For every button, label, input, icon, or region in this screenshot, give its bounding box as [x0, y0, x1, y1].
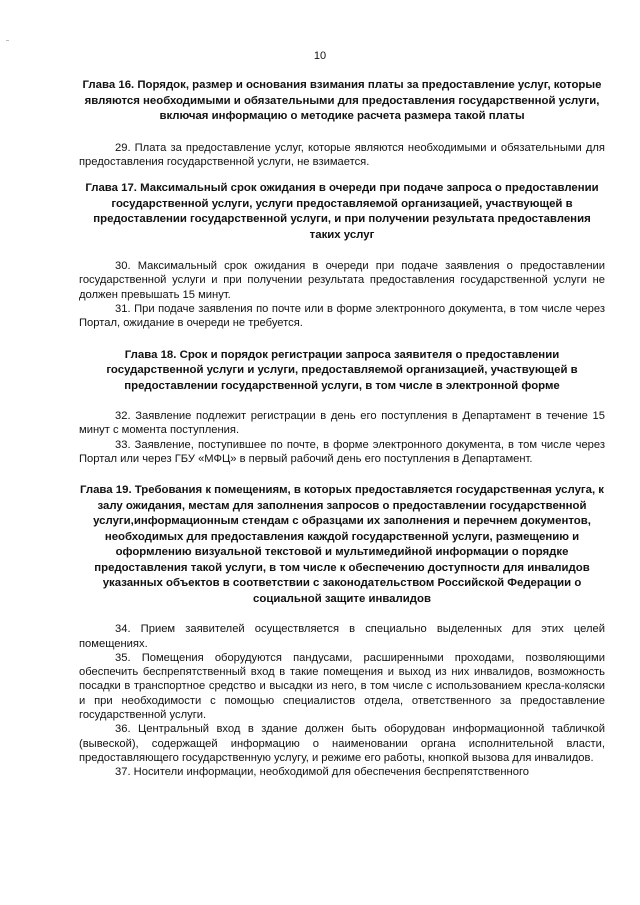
page-number: 10 [313, 50, 327, 62]
paragraph-32: 32. Заявление подлежит регистрации в день его поступления в Департамент в течение 15 минут с момента поступления. [79, 410, 605, 437]
chapter-16-heading: Глава 16. Порядок, размер и основания взимания платы за предоставление услуг, которые являются необходимыми и обязательными для предоставления государственной услуги, включая информацию о методике расчета размера такой платы [82, 79, 602, 122]
chapter-19-heading: Глава 19. Требования к помещениям, в которых предоставляется государственная услуга, к залу ожидания, местам для заполнения запросов о предоставлении государственной услуги,информационным стендам с образцами их заполнения и перечнем документов, необходимых для предоставления каждой государственной услуги, размещению и оформлению визуальной текстовой и мультимедийной информации о порядке предоставления такой услуги, в том числе к обеспечению доступности для инвалидов указанных объектов в соответствии с законодательством Российской Федерации о социальной защите инвалидов [79, 484, 605, 605]
page-content [79, 78, 605, 780]
paragraph-34: 34. Прием заявителей осуществляется в специально выделенных для этих целей помещениях. [79, 623, 605, 650]
paragraph-31: 31. При подаче заявления по почте или в форме электронного документа, в том числе через Портал, ожидание в очереди не требуется. [79, 302, 605, 330]
paragraph-30: 30. Максимальный срок ожидания в очереди при подаче заявления о предоставлении государственной услуги и при получении результата предоставления государственной услуги не должен превышать 15 минут. [79, 260, 605, 301]
paragraph-36: 36. Центральный вход в здание должен быть оборудован информационной табличкой (вывеской), содержащей информацию о наименовании органа исполнительной власти, предоставляющего государственную услугу, и режиме его работы, кнопкой вызова для инвалидов. [79, 723, 605, 764]
paragraph-33: 33. Заявление, поступившее по почте, в форме электронного документа, в том числе через Портал или через ГБУ «МФЦ» в первый рабочий день его поступления в Департамент. [79, 438, 605, 465]
paragraph-29: 29. Плата за предоставление услуг, которые являются необходимыми и обязательными для предоставления государственной услуги, не взимается. [79, 141, 605, 168]
scan-mark [6, 40, 9, 41]
paragraph-37: 37. Носители информации, необходимой для обеспечения беспрепятственного [115, 766, 530, 779]
chapter-18-heading: Глава 18. Срок и порядок регистрации запроса заявителя о предоставлении государственной услуги и услуги, предоставляемой организацией, участвующей в предоставлении государственной услуги, в том числе в электронной форме [106, 348, 578, 392]
paragraph-35: 35. Помещения оборудуются пандусами, расширенными проходами, позволяющими обеспечить беспрепятственный вход в такие помещения и выход из них инвалидов, возможность посадки в транспортное средство и высадки из него, в том числе с использованием кресла-коляски и при необходимости с помощью специалистов отдела, ответственного за предоставление государственной услуги. [79, 651, 605, 722]
chapter-17-heading: Глава 17. Максимальный срок ожидания в очереди при подаче запроса о предоставлении государственной услуги, услуги предоставляемой организацией, участвующей в предоставлении государственной услуги, и при получении результата предоставления таких услуг [85, 182, 599, 241]
